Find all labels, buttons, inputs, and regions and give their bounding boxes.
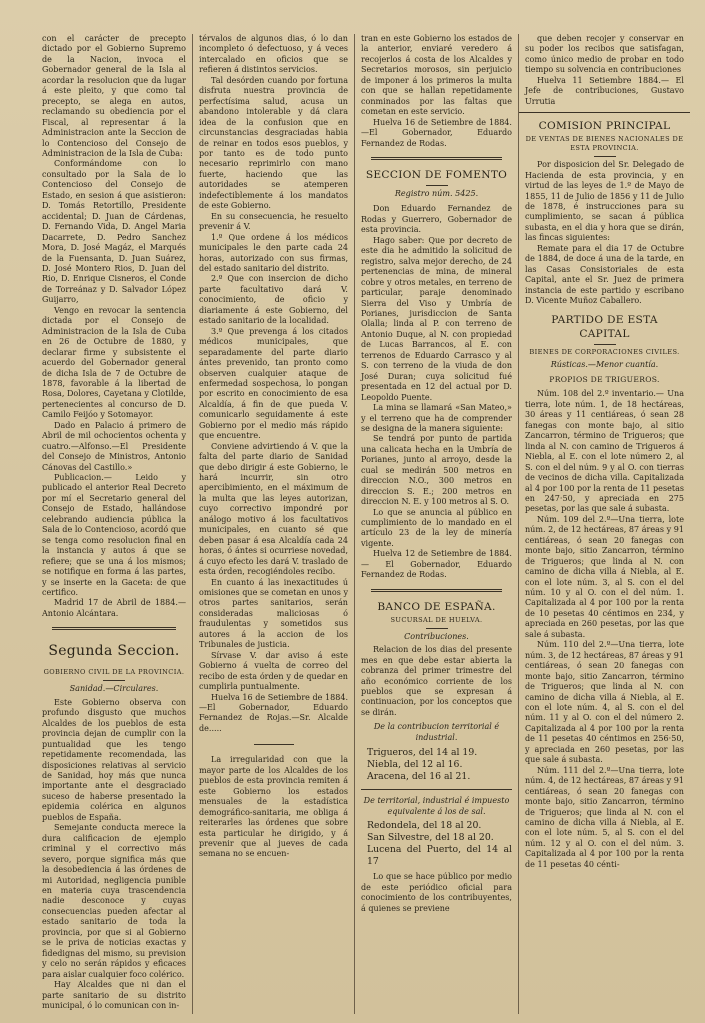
paragraph: Semejante conducta merece la dura calificacion de ejemplo criminal y el correctivo más severo, porque significa más que la desobediencia á las órdenes de mi Autoridad, negligencia punible en materia cuya trascendencia nadie desconoce y cuyas consecuencias pueden afectar al estado sanitario de toda la provincia, por que si al Gobierno se le priva de noticias exactas y fidedignas del mismo, su prevision y celo no serán rápidos y eficaces para aislar cualquier foco colérico. bbox=[42, 823, 186, 979]
partido-heading: PARTIDO DE ESTA CAPITAL bbox=[551, 313, 658, 340]
gov-heading: GOBIERNO CIVIL DE LA PROVINCIA. bbox=[43, 668, 185, 677]
list-item: Redondela, del 18 al 20. bbox=[367, 820, 482, 832]
paragraph: 2.º Que con insercion de dicho parte facultativo dará V. conocimiento, de oficio y diariamente á este Gobierno, del estado sanitario de la localidad. bbox=[199, 274, 348, 326]
paragraph: Tal desórden cuando por fortuna disfruta nuestra provincia de perfectísima salud, acusa un abandono intolerable y dá clara idea de la confusion que en circunstancias desgraciadas habia de reinar en todos esos pueblos, y por tanto es de todo punto necesario reprimirlo con mano fuerte, haciendo que las autoridades se atemperen indefectiblemente á los mandatos de este Gobierno. bbox=[199, 75, 348, 211]
list-item: Aracena, del 16 al 21. bbox=[367, 771, 471, 783]
tax-heading: De territorial, industrial é impuesto equivalente á los de sal. bbox=[363, 796, 510, 816]
section-divider bbox=[371, 157, 502, 160]
paragraph: Núm. 109 del 2.º—Una tierra, lote núm. 2, de 12 hectáreas, 87 áreas y 91 centiáreas, ó sean 20 fanegas con monte bajo, sitio Zancarron, término de Trigueros; que linda al N. con camino de dicha villa á Niebla, al E. con el lote núm. 3, al S. con el del núm. 10 y al O. con el del núm. 1. Capitalizada al 4 por 100 por la renta de 10 pesetas 40 céntimos en 234, y apreciada en 260 pesetas, por las que sale á subasta. bbox=[525, 514, 684, 639]
section-heading: Segunda Seccion. bbox=[48, 643, 180, 660]
paragraph: Remate para el dia 17 de Octubre de 1884, de doce á una de la tarde, en las Casas Consistoriales de esta Capital, ante el Sr. Juez de primera instancia de este partido y escribano D. Vicente Muñoz Caballero. bbox=[525, 243, 684, 306]
divider bbox=[426, 628, 448, 629]
divider bbox=[426, 185, 448, 186]
paragraph: Núm. 111 del 2.º—Una tierra, lote núm. 4, de 12 hectáreas, 87 áreas y 91 centiáreas, ó sean 20 fanegas con monte bajo, sitio Zancarron, término de Trigueros; que linda al N. con el camino de dicha villa á Niebla, al E. con el lote núm. 5, al S. con el del núm. 12 y al O. con el del núm. 3. Capitalizada al 4 por 100 por la renta de 11 pesetas 40 cénti- bbox=[525, 765, 684, 869]
paragraph: 3.º Que prevenga á los citados médicos municipales, que separadamente del parte diario ántes prevenido, tan pronto como observen cualquier ataque de enfermedad sospechosa, lo pongan por escrito en conocimiento de esa Alcaldía, á fin de que pueda V. comunicarlo seguidamente á este Gobierno por el medio más rápido que encuentre. bbox=[199, 326, 348, 441]
paragraph: Lo que se anuncia al público en cumplimiento de lo mandado en el artículo 23 de la ley de minería vigente. bbox=[361, 507, 512, 548]
paragraph: Sírvase V. dar aviso á este Gobierno á vuelta de correo del recibo de esta órden y de quedar en cumplirla puntualmente. bbox=[199, 650, 348, 692]
paragraph: que deben recojer y conservar en su poder los recibos que satisfagan, como único medio de probar en todo tiempo su solvencia en contribuciones bbox=[525, 34, 684, 75]
paragraph: térvalos de algunos dias, ó lo dan incompleto ó defectuoso, y á veces intercalado en oficios que se refieren á distintos servicios. bbox=[199, 34, 348, 75]
propios-heading: PROPIOS DE TRIGUEROS. bbox=[549, 374, 660, 384]
section-divider bbox=[52, 627, 176, 630]
paragraph: Núm. 108 del 2.º inventario.— Una tierra, lote núm. 1, de 18 hectáreas, 30 áreas y 11 centiáreas, ó sean 28 fanegas con monte bajo, al sitio Zancarron, término de Trigueros; que linda al N. con camino de Trigueros á Niebla, al E. con el lote número 2, al S. con el del núm. 9 y al O. con tierras de vecinos de dicha villa. Capitalizada al 4 por 100 por la renta de 11 pesetas en 247·50, y apreciada en 275 pesetas, por las que sale á subasta. bbox=[525, 389, 684, 514]
paragraph: Lo que se hace público por medio de este periódico oficial para conocimiento de los contribuyentes, á quienes se previene bbox=[361, 872, 512, 913]
paragraph: Este Gobierno observa con profundo disgusto que muchos Alcaldes de los pueblos de esta provincia dejan de cumplir con la puntualidad que les tengo repetidamente recomendada, las disposiciones relativas al servicio de Sanidad, hoy más que nunca importante ante el desgraciado suceso de haberse presentado la epidemia colérica en algunos pueblos de España. bbox=[42, 697, 186, 822]
paragraph: La irregularidad con que la mayor parte de los Alcaldes de los pueblos de esta provincia remiten á este Gobierno los estados mensuales de la estadística demográfico-sanitaria, me obliga á reiterarles las órdenes que sobre esta particular he dirigido, y á prevenir que al jueves de cada semana no se encuen- bbox=[199, 755, 348, 859]
paragraph: La mina se llamará «San Mateo,» y el terreno que ha de comprender se designa de la manera siguiente: bbox=[361, 403, 512, 433]
list-item: Lucena del Puerto, del 14 al 17 bbox=[367, 844, 512, 868]
signature: Huelva 16 de Setiembre de 1884.—El Gobernador, Eduardo Fernandez de Rodas. bbox=[361, 117, 512, 148]
paragraph: Se tendrá por punto de partida una calicata hecha en la Umbría de Porianes, junto al arroyo, desde la cual se medirán 500 metros en direccion N.O., 300 metros en direccion S. E.; 200 metros en direccion N. E. y 100 metros al S. O. bbox=[361, 434, 512, 507]
column-4 bbox=[518, 34, 690, 1014]
ventas-heading: DE VENTAS DE BIENES NACIONALES DE ESTA PROVINCIA. bbox=[525, 135, 684, 153]
signature: Huelva 12 de Setiembre de 1884.— El Gobernador, Eduardo Fernandez de Rodas. bbox=[361, 549, 512, 580]
bienes-heading: BIENES DE CORPORACIONES CIVILES. bbox=[529, 347, 680, 356]
divider bbox=[594, 344, 616, 345]
list-item: San Silvestre, del 18 al 20. bbox=[367, 832, 494, 844]
paragraph: tran en este Gobierno los estados de la anterior, enviaré veredero á recojerlos á costa de los Alcaldes y Secretarios morosos, sin perjuicio de imponer á los primeros la multa con que se hallan repetidamente conminados por las faltas que cometan en este servicio. bbox=[361, 34, 512, 117]
fomento-heading: SECCION DE FOMENTO bbox=[365, 168, 508, 181]
divider bbox=[103, 680, 125, 681]
divider bbox=[254, 744, 294, 745]
columns bbox=[36, 34, 697, 1014]
paragraph: con el carácter de precepto dictado por el Gobierno Supremo de la Nacion, invoca el Gobernador general de la Isla al acordar la resolucion que da lugar á este pleito, y que como tal precepto, se alega en autos, reclamando su obediencia por el Fiscal, al representar á la Administracion ante la Seccion de lo Contencioso del Consejo de Administracion de la Isla de Cuba: bbox=[42, 34, 186, 158]
section-divider bbox=[371, 589, 502, 592]
paragraph: Conviene advirtiendo á V. que la falta del parte diario de Sanidad que debo dirigir á este Gobierno, le hará incurrir, sin otro apercibimiento, en el máximum de la multa que las leyes autorizan, cuyo correctivo impondré por análogo motivo á los facultativos municipales, en cuanto sé que deben pasar á esa Alcaldía cada 24 horas, ó ántes si ocurriese novedad, á cuyo efecto les dará V. traslado de esta órden, recogiéndoles recibo. bbox=[199, 441, 348, 577]
paragraph: Hay Alcaldes que ni dan el parte sanitario de su distrito municipal, ó lo comunican con in- bbox=[42, 980, 186, 1010]
paragraph: Dado en Palacio á primero de Abril de mil ochocientos ochenta y cuatro.—Alfonso.—El Presidente del Consejo de Ministros, Antonio Cánovas del Castillo.» bbox=[42, 420, 186, 472]
column-2 bbox=[192, 34, 354, 1014]
sucursal-heading: SUCURSAL DE HUELVA. bbox=[390, 615, 483, 624]
sanidad-heading: Sanidad.—Circulares. bbox=[69, 684, 159, 694]
banco-heading: BANCO DE ESPAÑA. bbox=[377, 600, 496, 613]
paragraph: Relacion de los dias del presente mes en que debe estar abierta la cobranza del primer trimestre del año económico corriente de los pueblos que se expresan á continuacion, por los conceptos que se dirán. bbox=[361, 645, 512, 717]
paragraph: Por disposicion del Sr. Delegado de Hacienda de esta provincia, y en virtud de las leyes de 1.º de Mayo de 1855, 11 de Julio de 1856 y 11 de Julio de 1878, é instrucciones para su cumplimiento, se sacan á pública subasta, en el dia y hora que se dirán, las fincas siguientes: bbox=[525, 160, 684, 243]
paragraph: Hago saber: Que por decreto de este dia he admitido la solicitud de registro, salva mejor derecho, de 24 pertenencias de mina, de mineral cobre y otros metales, en terreno de particular, paraje denominado Sierra del Viso y Umbría de Porianes, jurisdiccion de Santa Olalla; linda al P. con terreno de Antonio Duque, al N. con propiedad de Lucas Barrancos, al E. con terrenos de Eduardo Carrasco y al S. con terreno de la viuda de don José Duran; cuya solicitud fué presentada en 12 del actual por D. Leopoldo Puente. bbox=[361, 235, 512, 402]
paragraph: En su consecuencia, he resuelto prevenir á V. bbox=[199, 211, 348, 232]
paragraph: Publicacion.— Leido y publicado el anterior Real Decreto por mí el Secretario general del Consejo de Estado, hallándose celebrando audiencia pública la Sala de lo Contencioso, acordó que se tenga como resolucion final en la instancia y autos á que se refiere; que se una á los mismos; se notifique en forma á las partes, y se inserte en la Gaceta: de que certifico. bbox=[42, 473, 186, 598]
paragraph: En cuanto á las inexactitudes ú omisiones que se cometan en unos y otros partes sanitarios, serán consideradas maliciosas ó fraudulentas y sometidos sus autores á la accion de los Tribunales de justicia. bbox=[199, 577, 348, 650]
paragraph: Don Eduardo Fernandez de Rodas y Guerrero, Gobernador de esta provincia. bbox=[361, 204, 512, 235]
list-item: Trigueros, del 14 al 19. bbox=[367, 747, 478, 759]
divider bbox=[361, 789, 512, 790]
paragraph: Madrid 17 de Abril de 1884.— Antonio Alcántara. bbox=[42, 598, 186, 618]
contribuciones-heading: Contribuciones. bbox=[404, 631, 469, 641]
signature: Huelva 16 de Setiembre de 1884.—El Gobernador, Eduardo Fernandez de Rojas.—Sr. Alcalde de..... bbox=[199, 692, 349, 733]
rusticas-heading: Rústicas.—Menor cuantía. bbox=[550, 359, 659, 369]
tax-heading: De la contribucion territorial é industrial. bbox=[373, 722, 500, 742]
section-divider bbox=[519, 112, 690, 113]
paragraph: Núm. 110 del 2.º—Una tierra, lote núm. 3, de 12 hectáreas, 87 áreas y 91 centiáreas, ó sean 20 fanegas con monte bajo, sitio Zancarron, término de Trigueros; que linda al N. con camino de dicha villa á Niebla, al E. con el lote núm. 4, al S. con el del núm. 11 y al O. con el del número 2. Capitalizada al 4 por 100 por la renta de 11 pesetas 40 céntimos en 256·50, y apreciada en 260 pesetas, por las que sale á subasta. bbox=[525, 640, 684, 765]
signature: Huelva 11 Setiembre 1884.— El Jefe de contribuciones, Gustavo Urrutia bbox=[525, 75, 684, 106]
paragraph: Conformándome con lo consultado por la Sala de lo Contencioso del Consejo de Estado, en sesion á que asistieron: D. Tomás Retortillo, Presidente accidental; D. Juan de Cárdenas, D. Fernando Vida, D. Angel Maria Dacarrete, D. Pedro Sanchez Mora, D. José Magáz, el Marqués de la Fuensanta, D. Juan Suárez, D. José Montero Rios, D. Juan del Rio, D. Enrique Cisneros, el Conde de Torreánaz y D. Salvador López Guijarro, bbox=[42, 159, 186, 305]
list-item: Niebla, del 12 al 16. bbox=[367, 759, 463, 771]
comision-heading: COMISION PRINCIPAL bbox=[538, 120, 671, 133]
paragraph: Vengo en revocar la sentencia dictada por el Consejo de Administracion de la Isla de Cuba en 26 de Octubre de 1880, y declarar firme y subsistente el acuerdo del Gobernador general de dicha Isla de 7 de Octubre de 1878, favorable á la libertad de Rosa, Dolores, Cayetana y Clotilde, pertenecientes al concurso de D. Camilo Feijóo y Sotomayor. bbox=[42, 305, 186, 420]
column-3 bbox=[354, 34, 518, 1014]
column-1 bbox=[36, 34, 192, 1014]
divider bbox=[594, 156, 616, 157]
registro-label: Registro núm. 5425. bbox=[394, 188, 479, 198]
paragraph: 1.º Que ordene á los médicos municipales le den parte cada 24 horas, autorizado con sus firmas, del estado sanitario del distrito. bbox=[199, 232, 348, 273]
